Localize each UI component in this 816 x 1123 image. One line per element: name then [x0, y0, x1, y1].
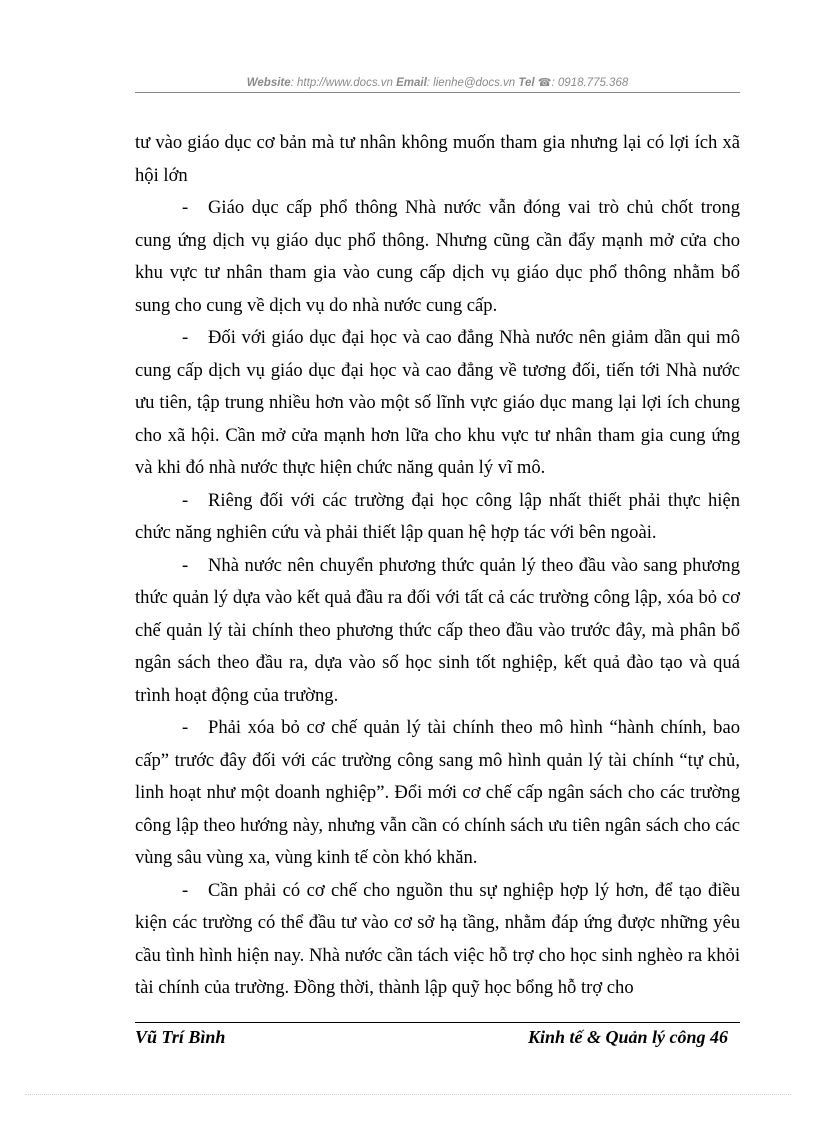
- bullet-dash: -: [182, 554, 189, 576]
- bullet-text: Đối với giáo dục đại học và cao đẳng Nhà nước nên giảm dần qui mô cung cấp dịch vụ giáo dục đại học và cao đẳng về tương đối, tiến tới Nhà nước ưu tiên, tập trung nhiều hơn vào một số lĩnh vực giáo dục mang lại lợi ích chung cho xã hội. Cần mở cửa mạnh hơn lữa cho khu vực tư nhân tham gia cung ứng và khi đó nhà nước thực hiện chức năng quản lý vĩ mô.: [135, 327, 740, 478]
- header-rule: [135, 92, 740, 93]
- website-value: : http://www.docs.vn: [290, 77, 393, 89]
- bullet-dash: -: [182, 489, 189, 511]
- bullet-dash: -: [182, 327, 189, 348]
- website-label: Website: [246, 77, 291, 89]
- email-label: Email: [396, 77, 427, 89]
- footer-rule: [135, 1022, 740, 1023]
- bullet-paragraph: [135, 875, 740, 1005]
- bullet-paragraph: [135, 712, 740, 875]
- paragraph: tư vào giáo dục cơ bản mà tư nhân không muốn tham gia nhưng lại có lợi ích xã hội lớn: [135, 132, 740, 186]
- phone-icon: ☎: [537, 77, 552, 89]
- bullet-text: Nhà nước nên chuyển phương thức quản lý theo đầu vào sang phương thức quản lý dựa vào kết quả đầu ra đối với tất cả các trường công lập, xóa bỏ cơ chế quản lý tài chính theo phương thức cấp theo đầu vào trước đây, mà phân bổ ngân sách theo đầu ra, dựa vào số học sinh tốt nghiệp, kết quả đào tạo và quá trình hoạt động của trường.: [135, 554, 740, 706]
- page-bottom-divider: [25, 1094, 791, 1095]
- bullet-text: Phải xóa bỏ cơ chế quản lý tài chính theo mô hình “hành chính, bao cấp” trước đây đối với các trường công sang mô hình quản lý tài chính “tự chủ, linh hoạt như một doanh nghiệp”. Đổi mới cơ chế cấp ngân sách cho các trường công lập theo hướng này, nhưng vẫn cần có chính sách ưu tiên ngân sách cho các vùng sâu vùng xa, vùng kinh tế còn khó khăn.: [135, 717, 740, 868]
- bullet-text: Giáo dục cấp phổ thông Nhà nước vẫn đóng vai trò chủ chốt trong cung ứng dịch vụ giáo dục phổ thông. Nhưng cũng cần đẩy mạnh mở cửa cho khu vực tư nhân tham gia vào cung cấp dịch vụ giáo dục phổ thông nhằm bổ sung cho cung về dịch vụ do nhà nước cung cấp.: [135, 197, 740, 316]
- bullet-paragraph: [135, 550, 740, 713]
- bullet-paragraph: [135, 485, 740, 550]
- bullet-text: Riêng đối với các trường đại học công lập nhất thiết phải thực hiện chức năng nghiên cứu và phải thiết lập quan hệ hợp tác với bên ngoài.: [135, 489, 740, 543]
- tel-label: Tel: [518, 77, 535, 89]
- bullet-text: Cần phải có cơ chế cho nguồn thu sự nghiệp hợp lý hơn, để tạo điều kiện các trường có thể đầu tư vào cơ sở hạ tầng, nhằm đáp ứng được những yêu cầu tình hình hiện nay. Nhà nước cần tách việc hỗ trợ cho học sinh nghèo ra khỏi tài chính của trường. Đồng thời, thành lập quỹ học bổng hỗ trợ cho: [135, 879, 740, 998]
- footer-author: Vũ Trí Bình: [135, 1027, 226, 1047]
- bullet-paragraph: [135, 192, 740, 322]
- bullet-dash: -: [182, 717, 189, 738]
- tel-value: : 0918.775.368: [551, 77, 629, 89]
- footer-course: Kinh tế & Quản lý công 46: [527, 1027, 728, 1047]
- bullet-dash: -: [182, 879, 189, 901]
- bullet-dash: -: [182, 197, 189, 218]
- page-header: [135, 76, 740, 89]
- bullet-paragraph: [135, 322, 740, 485]
- email-value: : lienhe@docs.vn: [426, 77, 516, 89]
- body-text: [135, 127, 740, 1005]
